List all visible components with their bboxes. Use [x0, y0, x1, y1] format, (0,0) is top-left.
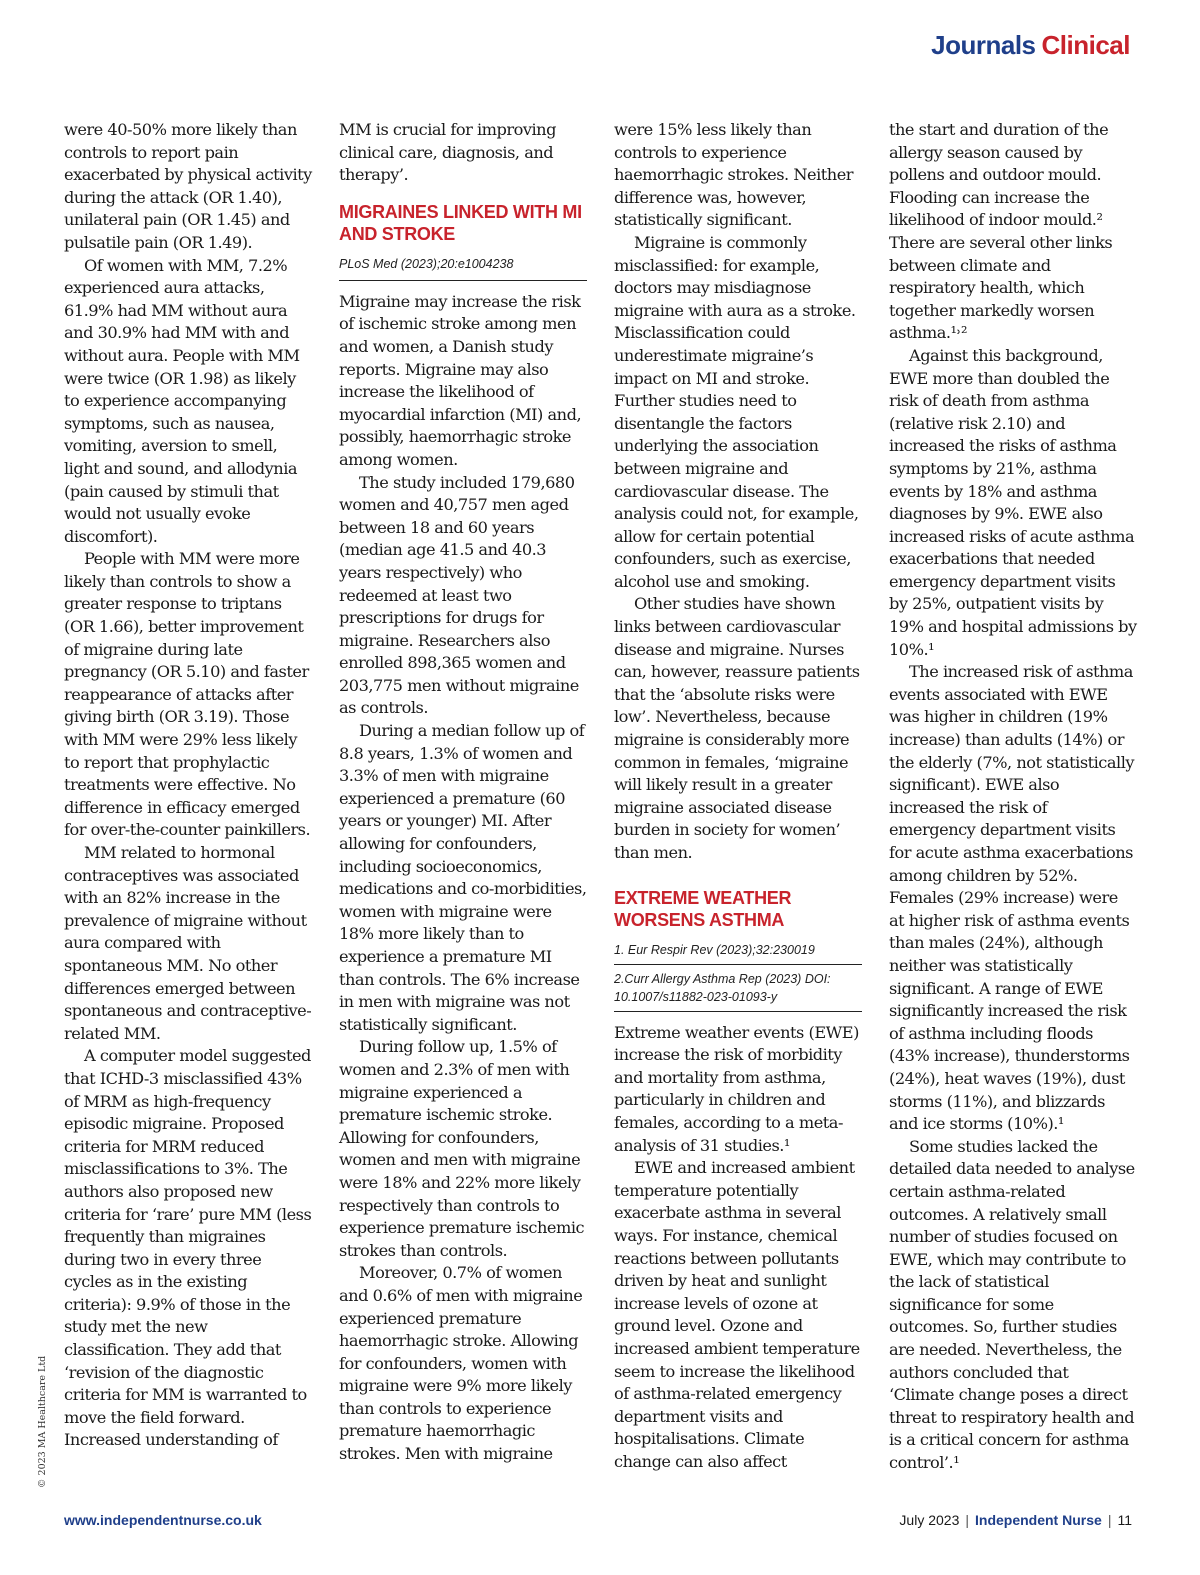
page-footer — [899, 1512, 1132, 1528]
website-link[interactable]: www.independentnurse.co.uk — [64, 1512, 262, 1528]
copyright-notice: © 2023 MA Healthcare Ltd — [37, 1355, 48, 1488]
publication-name-first: Independent — [975, 1512, 1059, 1528]
paragraph: were 40-50% more likely than controls to report pain exacerbated by physical activity during the attack (OR 1.40), unilateral pain (OR 1.45) and pulsatile pain (OR 1.49). — [64, 120, 312, 252]
footer-separator: | — [965, 1512, 969, 1528]
paragraph: During follow up, 1.5% of women and 2.3% of men with migraine experienced a premature ischemic stroke. Allowing for confounders, women and men with migraine were 18% and 22% more likely respectively than controls to experience premature ischemic strokes than controls. — [339, 1037, 585, 1260]
publication-name-second: Nurse — [1062, 1512, 1102, 1528]
page-number: 11 — [1117, 1512, 1132, 1528]
paragraph: Of women with MM, 7.2% experienced aura attacks, 61.9% had MM without aura and 30.9% had MM with and without aura. People with MM were twice (OR 1.98) as likely to experience accompanying symptoms, such as nausea, vomiting, aversion to smell, light and sound, and allodynia (pain caused by stimuli that would not usually evoke discomfort). — [64, 255, 300, 546]
paragraph: During a median follow up of 8.8 years, 1.3% of women and 3.3% of men with migraine experienced a premature (60 years or younger) MI. After allowing for confounders, including socioeconomics, medications and co-morbidities, women with migraine were 18% more likely than to experience a premature MI than controls. The 6% increase in men with migraine was not statistically significant. — [339, 721, 587, 1034]
section-header — [931, 30, 1130, 61]
article-reference: PLoS Med (2023);20:e1004238 — [339, 255, 587, 281]
paragraph: The study included 179,680 women and 40,757 men aged between 18 and 60 years (median age 41.5 and 40.3 years respectively) who redeemed at least two prescriptions for drugs for migraine. Researchers also enrolled 898,365 women and 203,775 men without migraine as controls. — [339, 472, 579, 718]
paragraph: the start and duration of the allergy season caused by pollens and outdoor mould. Flooding can increase the likelihood of indoor mould.² There are several other links between climate and respiratory health, which together markedly worsen asthma.¹˒² — [889, 120, 1113, 343]
article-column-3 — [614, 119, 862, 1473]
paragraph: were 15% less likely than controls to experience haemorrhagic strokes. Neither difference was, however, statistically significant. — [614, 120, 854, 230]
section-label-clinical: Clinical — [1041, 30, 1130, 60]
paragraph: Extreme weather events (EWE) increase the risk of morbidity and mortality from asthma, particularly in children and females, according to a meta-analysis of 31 studies.¹ — [614, 1022, 859, 1155]
footer-separator: | — [1107, 1512, 1112, 1528]
article-references — [614, 940, 862, 1012]
paragraph: MM related to hormonal contraceptives was associated with an 82% increase in the prevalence of migraine without aura compared with spontaneous MM. No other differences emerged between spontaneous and contraceptive-related MM. — [64, 843, 312, 1043]
paragraph: Migraine may increase the risk of ischemic stroke among men and women, a Danish study reports. Migraine may also increase the likelihood of myocardial infarction (MI) and, possibly, haemorrhagic stroke among women. — [339, 291, 582, 469]
paragraph: MM is crucial for improving clinical care, diagnosis, and therapy’. — [339, 120, 556, 185]
article-heading-weather: EXTREME WEATHER WORSENS ASTHMA — [614, 887, 792, 930]
paragraph: Other studies have shown links between cardiovascular disease and migraine. Nurses can, however, reassure patients that the ‘absolute risks were low’. Nevertheless, because migraine is considerably more common in females, ‘migraine will likely result in a greater migraine associated disease burden in society for women’ than men. — [614, 594, 860, 862]
paragraph: Moreover, 0.7% of women and 0.6% of men with migraine experienced premature haemorrhagic stroke. Allowing for confounders, women with migraine were 9% more likely than controls to experience premature haemorrhagic strokes. Men with migraine — [339, 1263, 583, 1464]
issue-date: July 2023 — [899, 1512, 960, 1528]
article-reference: 2.Curr Allergy Asthma Rep (2023) DOI: 10.1007/s11882-023-01093-y — [614, 964, 862, 1011]
section-label-journals: Journals — [931, 30, 1036, 60]
article-column-1 — [64, 119, 312, 1452]
paragraph: EWE and increased ambient temperature potentially exacerbate asthma in several ways. For instance, chemical reactions between pollutants driven by heat and sunlight increase levels of ozone at ground level. Ozone and increased ambient temperature seem to increase the likelihood of asthma-related emergency department visits and hospitalisations. Climate change can also affect — [614, 1158, 860, 1471]
paragraph: People with MM were more likely than controls to show a greater response to triptans (OR 1.66), better improvement of migraine during late pregnancy (OR 5.10) and faster reappearance of attacks after giving birth (OR 3.19). Those with MM were 29% less likely to report that prophylactic treatments were effective. No difference in efficacy emerged for over-the-counter painkillers. — [64, 549, 311, 840]
article-column-2 — [339, 119, 587, 1466]
paragraph: Some studies lacked the detailed data needed to analyse certain asthma-related outcomes. A relatively small number of studies focused on EWE, which may contribute to the lack of statistical significance for some outcomes. So, further studies are needed. Nevertheless, the authors concluded that ‘Climate change poses a direct threat to respiratory health and is a critical concern for asthma control’.¹ — [889, 1136, 1135, 1473]
paragraph: Against this background, EWE more than doubled the risk of death from asthma (relative risk 2.10) and increased the risks of asthma symptoms by 21%, asthma events by 18% and asthma diagnoses by 9%. EWE also increased risks of acute asthma exacerbations that needed emergency department visits by 25%, outpatient visits by 19% and hospital admissions by 10%.¹ — [889, 345, 1137, 659]
paragraph: A computer model suggested that ICHD-3 misclassified 43% of MRM as high-frequency episodic migraine. Proposed criteria for MRM reduced misclassifications to 3%. The authors also proposed new criteria for ‘rare’ pure MM (less frequently than migraines during two in every three cycles as in the existing criteria): 9.9% of those in the study met the new classification. They add that ‘revision of the diagnostic criteria for MM is warranted to move the field forward. Increased understanding of — [64, 1046, 312, 1450]
article-column-4 — [889, 119, 1137, 1475]
article-reference: 1. Eur Respir Rev (2023);32:230019 — [614, 942, 815, 957]
paragraph: The increased risk of asthma events associated with EWE was higher in children (19% increase) than adults (14%) or the elderly (7%, not statistically significant). EWE also increased the risk of emergency department visits for acute asthma exacerbations among children by 52%. Females (29% increase) were at higher risk of asthma events than males (24%), although neither was statistically significant. A range of EWE significantly increased the risk of asthma including floods (43% increase), thunderstorms (24%), heat waves (19%), dust storms (11%), and blizzards and ice storms (10%).¹ — [889, 662, 1135, 1134]
article-heading-migraines: MIGRAINES LINKED WITH MI AND STROKE — [339, 201, 582, 244]
paragraph: Migraine is commonly misclassified: for example, doctors may misdiagnose migraine with aura as a stroke. Misclassification could underestimate migraine’s impact on MI and stroke. Further studies need to disentangle the factors underlying the association between migraine and cardiovascular disease. The analysis could not, for example, allow for certain potential confounders, such as exercise, alcohol use and smoking. — [614, 232, 859, 591]
